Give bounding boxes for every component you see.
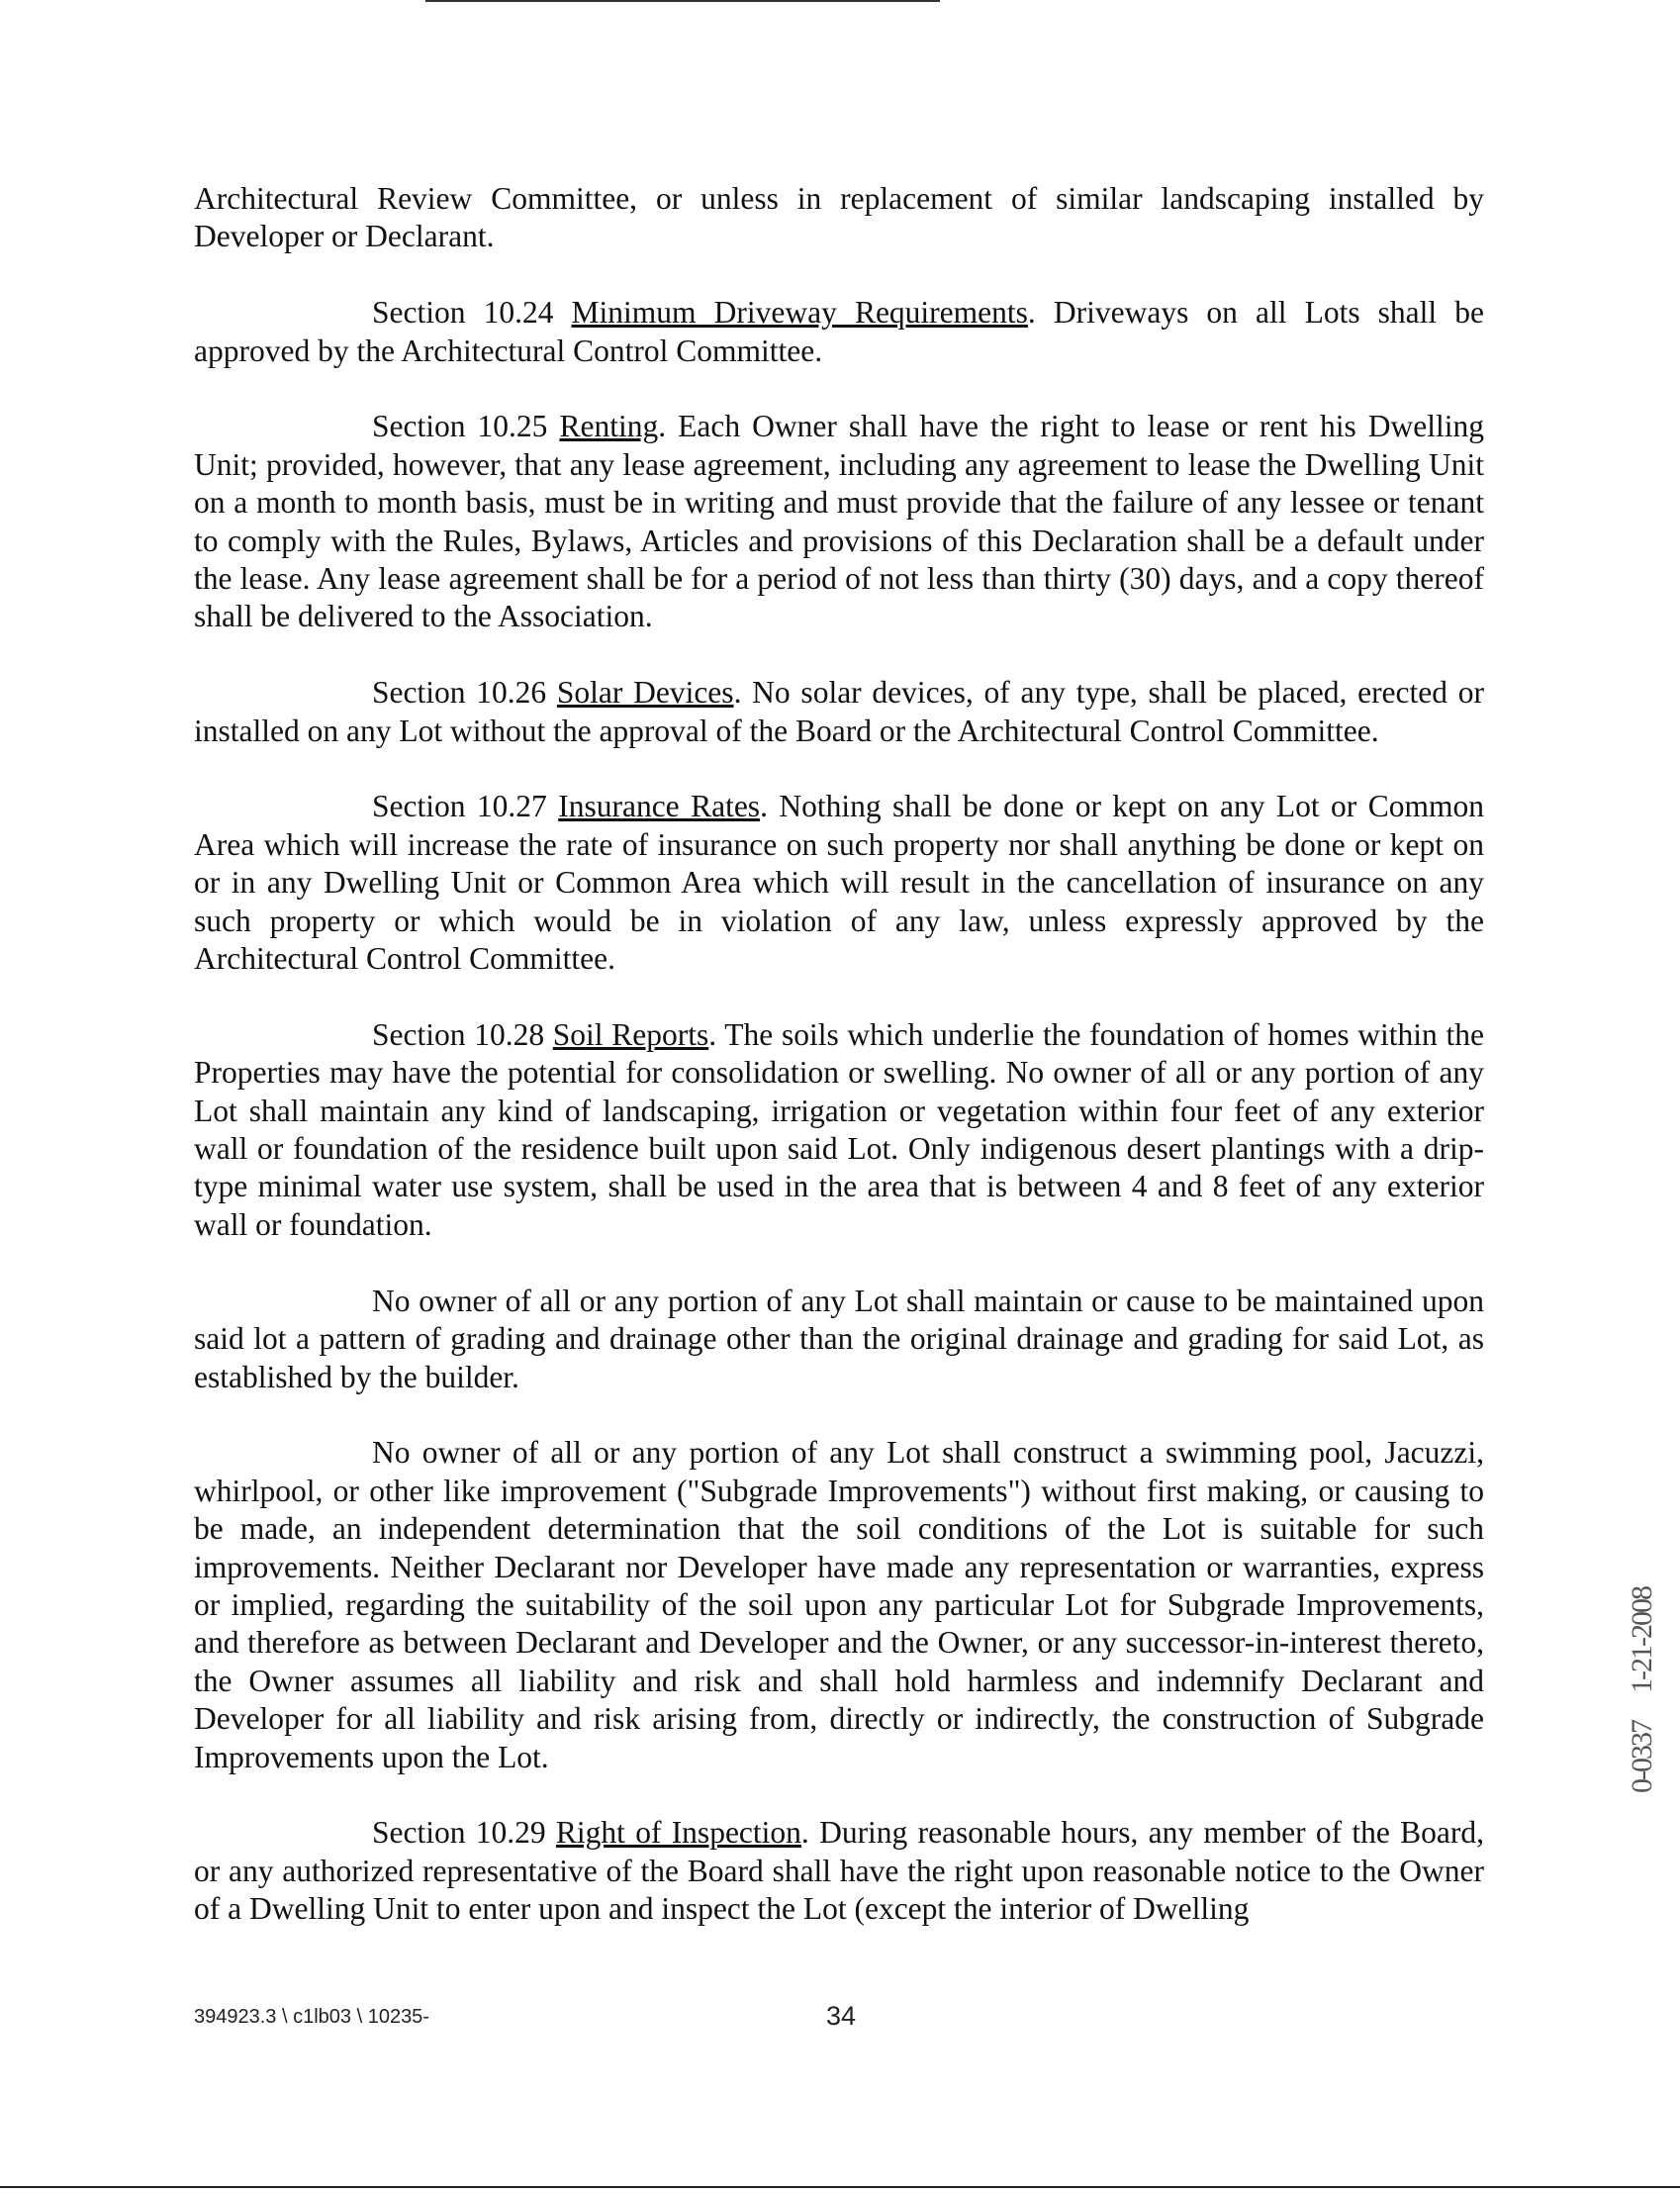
subgrade-improvements-paragraph (194, 1434, 1484, 1776)
section-heading: Renting (559, 409, 659, 444)
soil-grading-paragraph (194, 1283, 1484, 1396)
paragraph-text: No owner of all or any portion of any Lot shall construct a swimming pool, Jacuzzi, whirlpool, or other like improvement ("Subgrade Improvements") without first making, or causing to be made, an independent determination that the soil conditions of the Lot is suitable for such improvements. Neither Declarant nor Developer have made any representation or warranties, express or implied, regarding the suitability of the soil upon any particular Lot for Subgrade Improvements, and therefore as between Declarant and Developer and the Owner, or any successor-in-interest thereto, the Owner assumes all liability and risk and shall hold harmless and indemnify Declarant and Developer for all liability and risk arising from, directly or indirectly, the construction of Subgrade Improvements upon the Lot. (194, 1435, 1484, 1774)
section-number: Section 10.26 (372, 675, 557, 711)
paragraph-text: . Nothing shall be done or kept on any Lot or Common Area which will increase the rate of insurance on such property nor shall anything be done or kept on or in any Dwelling Unit or Common Area which will result in the cancellation of insurance on any such property or which would be in violation of any law, unless expressly approved by the Architectural Control Committee. (194, 789, 1484, 977)
recording-stamp (1623, 1587, 1662, 1855)
footer-document-id: 394923.3 \ c1lb03 \ 10235- (194, 2006, 429, 2028)
section-10-28 (194, 1016, 1484, 1244)
section-10-27 (194, 788, 1484, 978)
paragraph-text: Architectural Review Committee, or unless in replacement of similar landscaping installed by Developer or Declarant. (194, 181, 1484, 254)
section-number: Section 10.29 (372, 1815, 556, 1851)
section-heading: Right of Inspection (555, 1815, 801, 1851)
section-10-25 (194, 408, 1484, 635)
paragraph-text: . Each Owner shall have the right to lease or rent his Dwelling Unit; provided, however, that any lease agreement, including any agreement to lease the Dwelling Unit on a month to month basis, must be in writing and must provide that the failure of any lessee or tenant to comply with the Rules, Bylaws, Articles and provisions of this Declaration shall be a default under the lease. Any lease agreement shall be for a period of not less than thirty (30) days, and a copy thereof shall be delivered to the Association. (194, 409, 1484, 634)
section-number: Section 10.28 (372, 1016, 553, 1052)
paragraph-text: No owner of all or any portion of any Lot shall maintain or cause to be maintained upon said lot a pattern of grading and drainage other than the original drainage and grading for said Lot, as established by the builder. (194, 1283, 1484, 1394)
paragraph-text: . Driveways on all Lots shall be approved by the Architectural Control Committee. (194, 295, 1484, 368)
section-heading: Soil Reports (552, 1016, 709, 1052)
section-10-29 (194, 1814, 1484, 1928)
section-heading: Solar Devices (556, 675, 734, 711)
section-number: Section 10.25 (372, 409, 560, 444)
section-number: Section 10.27 (372, 789, 559, 824)
paragraph-text: . No solar devices, of any type, shall be placed, erected or installed on any Lot without the approval of the Board or the Architectural Control Committee. (194, 675, 1484, 748)
section-number: Section 10.24 (372, 295, 572, 331)
stamp-number: 0-0337 (1626, 1720, 1658, 1793)
section-heading: Insurance Rates (558, 789, 761, 824)
top-scan-border (425, 0, 940, 2)
section-10-26 (194, 674, 1484, 750)
paragraph-text: . The soils which underlie the foundation of homes within the Properties may have the potential for consolidation or swelling. No owner of all or any portion of any Lot shall maintain any kind of landscaping, irrigation or vegetation within four feet of any exterior wall or foundation of the residence built upon said Lot. Only indigenous desert plantings with a drip-type minimal water use system, shall be used in the area that is between 4 and 8 feet of any exterior wall or foundation. (194, 1016, 1484, 1242)
paragraph-text: . During reasonable hours, any member of the Board, or any authorized representative of the Board shall have the right upon reasonable notice to the Owner of a Dwelling Unit to enter upon and inspect the Lot (except the interior of Dwelling (194, 1815, 1484, 1927)
paragraph-continuation (194, 180, 1484, 256)
bottom-scan-border (0, 2186, 1680, 2188)
document-body (194, 180, 1484, 1929)
section-10-24 (194, 294, 1484, 370)
stamp-date: 1-21-2008 (1626, 1587, 1658, 1693)
section-heading: Minimum Driveway Requirements (571, 295, 1028, 331)
page-number: 34 (825, 2001, 857, 2031)
